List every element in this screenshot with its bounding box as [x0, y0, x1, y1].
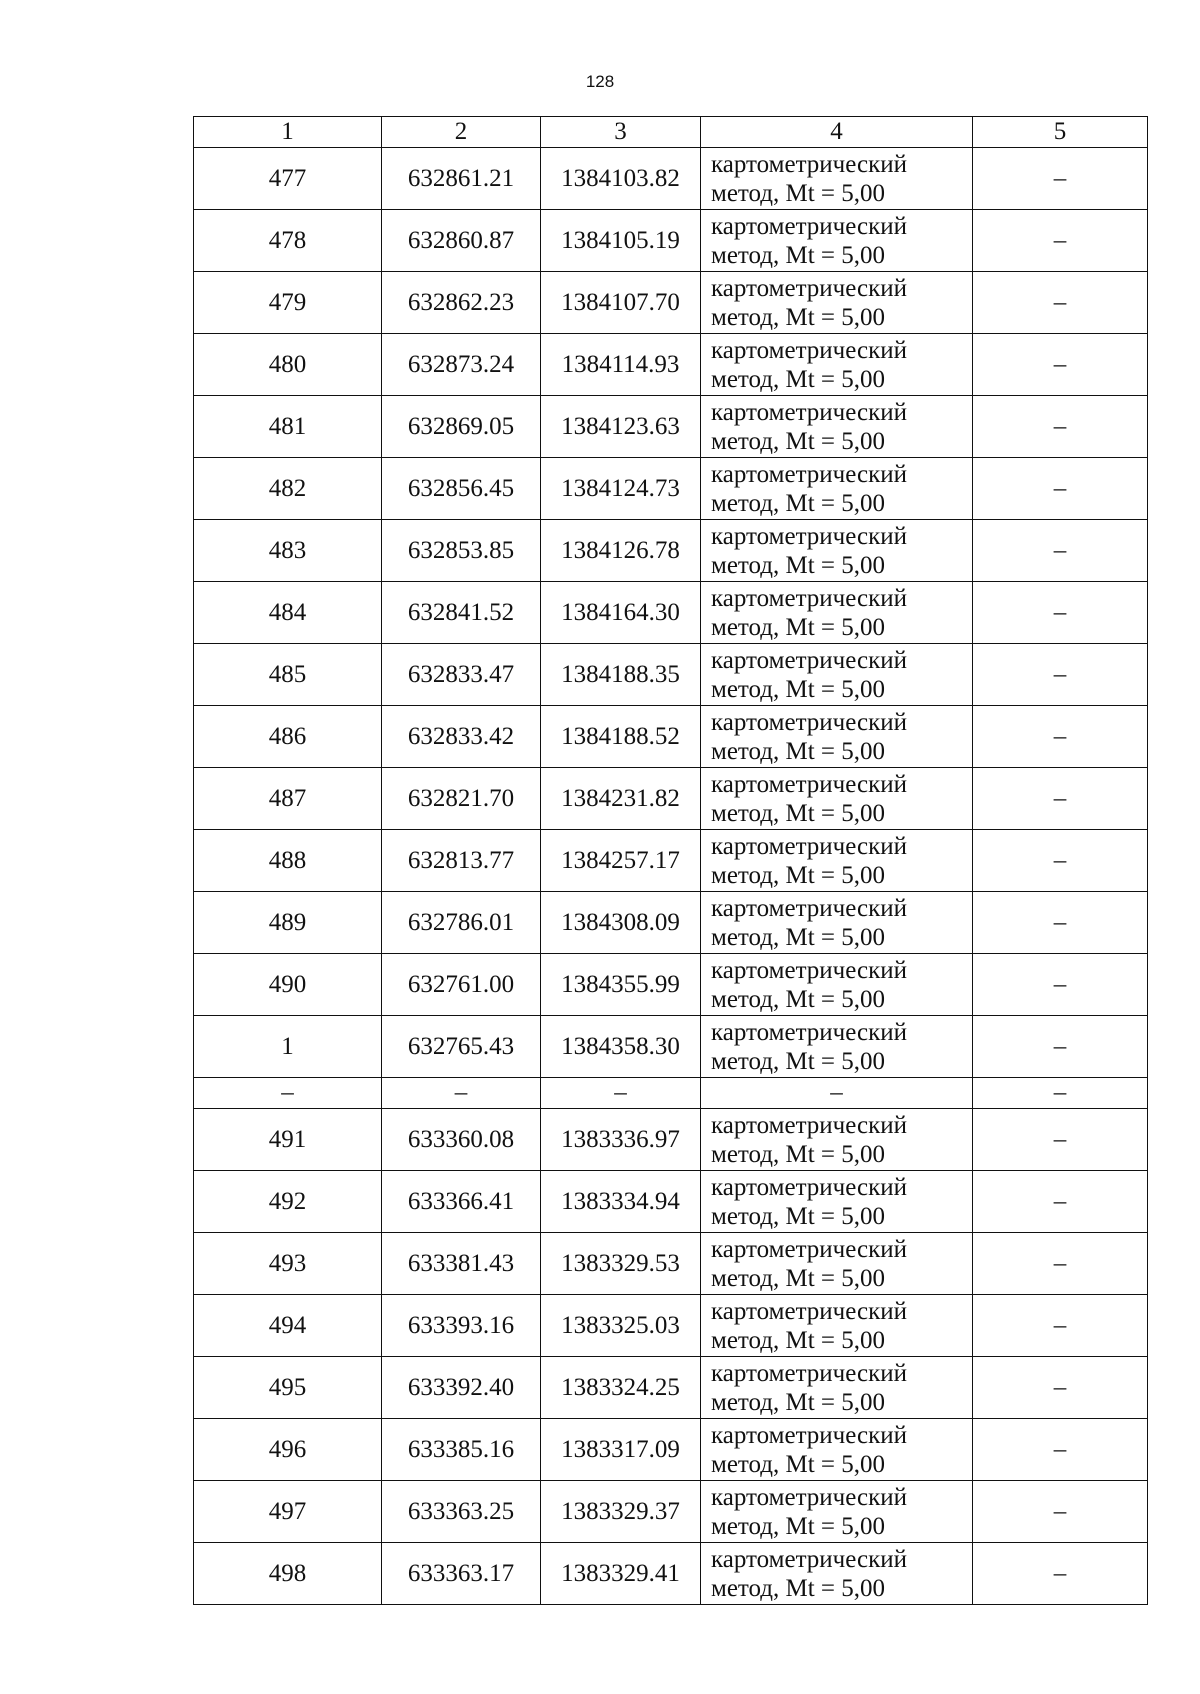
column-5-cell: –: [973, 272, 1148, 334]
y-coordinate-cell: 1384123.63: [541, 396, 701, 458]
point-number-cell: 477: [194, 148, 382, 210]
column-5-cell: –: [973, 396, 1148, 458]
method-cell: [701, 272, 973, 334]
method-cell: [701, 954, 973, 1016]
table-row: [194, 892, 1148, 954]
method-cell: [701, 768, 973, 830]
method-name: картометрический: [711, 336, 907, 364]
column-5-cell: –: [973, 1419, 1148, 1481]
method-accuracy: метод, Mt = 5,00: [711, 1202, 886, 1230]
column-5-cell: –: [973, 954, 1148, 1016]
method-cell: [701, 1109, 973, 1171]
method-name: картометрический: [711, 1421, 907, 1449]
column-5-cell: –: [973, 830, 1148, 892]
method-cell: [701, 1016, 973, 1078]
y-coordinate-cell: 1383334.94: [541, 1171, 701, 1233]
separator-cell: –: [194, 1078, 382, 1109]
table-row: [194, 1543, 1148, 1605]
y-coordinate-cell: 1383325.03: [541, 1295, 701, 1357]
method-accuracy: метод, Mt = 5,00: [711, 1450, 886, 1478]
x-coordinate-cell: 633393.16: [382, 1295, 541, 1357]
table-row: [194, 396, 1148, 458]
method-cell: [701, 892, 973, 954]
method-name: картометрический: [711, 708, 907, 736]
method-accuracy: метод, Mt = 5,00: [711, 489, 886, 517]
x-coordinate-cell: 632813.77: [382, 830, 541, 892]
method-accuracy: метод, Mt = 5,00: [711, 427, 886, 455]
point-number-cell: 482: [194, 458, 382, 520]
y-coordinate-cell: 1384105.19: [541, 210, 701, 272]
point-number-cell: 497: [194, 1481, 382, 1543]
separator-cell: –: [973, 1078, 1148, 1109]
y-coordinate-cell: 1383329.53: [541, 1233, 701, 1295]
method-name: картометрический: [711, 1018, 907, 1046]
point-number-cell: 494: [194, 1295, 382, 1357]
point-number-cell: 480: [194, 334, 382, 396]
point-number-cell: 487: [194, 768, 382, 830]
x-coordinate-cell: 632861.21: [382, 148, 541, 210]
header-col-1: 1: [194, 117, 382, 148]
method-cell: [701, 334, 973, 396]
method-cell: [701, 1481, 973, 1543]
method-accuracy: метод, Mt = 5,00: [711, 1047, 886, 1075]
coordinates-table: [193, 116, 1148, 1605]
y-coordinate-cell: 1384188.35: [541, 644, 701, 706]
method-name: картометрический: [711, 770, 907, 798]
column-5-cell: –: [973, 148, 1148, 210]
table-row: [194, 1109, 1148, 1171]
method-cell: [701, 706, 973, 768]
method-name: картометрический: [711, 460, 907, 488]
x-coordinate-cell: 633363.25: [382, 1481, 541, 1543]
column-5-cell: –: [973, 210, 1148, 272]
method-name: картометрический: [711, 1235, 907, 1263]
point-number-cell: 481: [194, 396, 382, 458]
method-accuracy: метод, Mt = 5,00: [711, 799, 886, 827]
y-coordinate-cell: 1384231.82: [541, 768, 701, 830]
method-accuracy: метод, Mt = 5,00: [711, 613, 886, 641]
separator-row: [194, 1078, 1148, 1109]
method-cell: [701, 210, 973, 272]
table-row: [194, 1481, 1148, 1543]
method-name: картометрический: [711, 274, 907, 302]
column-5-cell: –: [973, 706, 1148, 768]
method-accuracy: метод, Mt = 5,00: [711, 1388, 886, 1416]
y-coordinate-cell: 1384188.52: [541, 706, 701, 768]
y-coordinate-cell: 1383329.37: [541, 1481, 701, 1543]
method-accuracy: метод, Mt = 5,00: [711, 737, 886, 765]
method-name: картометрический: [711, 1483, 907, 1511]
point-number-cell: 1: [194, 1016, 382, 1078]
y-coordinate-cell: 1384103.82: [541, 148, 701, 210]
x-coordinate-cell: 632821.70: [382, 768, 541, 830]
method-cell: [701, 520, 973, 582]
y-coordinate-cell: 1383329.41: [541, 1543, 701, 1605]
page-number: 128: [585, 72, 615, 91]
point-number-cell: 483: [194, 520, 382, 582]
method-name: картометрический: [711, 150, 907, 178]
method-name: картометрический: [711, 398, 907, 426]
x-coordinate-cell: 632841.52: [382, 582, 541, 644]
method-cell: [701, 644, 973, 706]
x-coordinate-cell: 633381.43: [382, 1233, 541, 1295]
method-accuracy: метод, Mt = 5,00: [711, 1574, 886, 1602]
x-coordinate-cell: 632786.01: [382, 892, 541, 954]
column-5-cell: –: [973, 1481, 1148, 1543]
y-coordinate-cell: 1384107.70: [541, 272, 701, 334]
column-5-cell: –: [973, 1016, 1148, 1078]
method-cell: [701, 1543, 973, 1605]
table-row: [194, 1295, 1148, 1357]
method-name: картометрический: [711, 1111, 907, 1139]
table-row: [194, 1233, 1148, 1295]
method-name: картометрический: [711, 1545, 907, 1573]
method-name: картометрический: [711, 894, 907, 922]
method-accuracy: метод, Mt = 5,00: [711, 985, 886, 1013]
x-coordinate-cell: 633360.08: [382, 1109, 541, 1171]
point-number-cell: 486: [194, 706, 382, 768]
method-accuracy: метод, Mt = 5,00: [711, 1512, 886, 1540]
method-accuracy: метод, Mt = 5,00: [711, 675, 886, 703]
method-cell: [701, 1357, 973, 1419]
method-cell: [701, 582, 973, 644]
column-5-cell: –: [973, 1109, 1148, 1171]
table-row: [194, 1357, 1148, 1419]
method-name: картометрический: [711, 584, 907, 612]
point-number-cell: 493: [194, 1233, 382, 1295]
point-number-cell: 491: [194, 1109, 382, 1171]
y-coordinate-cell: 1384308.09: [541, 892, 701, 954]
point-number-cell: 488: [194, 830, 382, 892]
column-5-cell: –: [973, 1171, 1148, 1233]
y-coordinate-cell: 1384114.93: [541, 334, 701, 396]
table-row: [194, 830, 1148, 892]
table-row: [194, 458, 1148, 520]
header-row: [194, 117, 1148, 148]
x-coordinate-cell: 633385.16: [382, 1419, 541, 1481]
method-name: картометрический: [711, 832, 907, 860]
method-accuracy: метод, Mt = 5,00: [711, 1264, 886, 1292]
column-5-cell: –: [973, 520, 1148, 582]
x-coordinate-cell: 632873.24: [382, 334, 541, 396]
column-5-cell: –: [973, 1295, 1148, 1357]
method-accuracy: метод, Mt = 5,00: [711, 1140, 886, 1168]
method-accuracy: метод, Mt = 5,00: [711, 179, 886, 207]
y-coordinate-cell: 1383317.09: [541, 1419, 701, 1481]
method-name: картометрический: [711, 522, 907, 550]
method-cell: [701, 830, 973, 892]
x-coordinate-cell: 632765.43: [382, 1016, 541, 1078]
x-coordinate-cell: 633363.17: [382, 1543, 541, 1605]
x-coordinate-cell: 633366.41: [382, 1171, 541, 1233]
y-coordinate-cell: 1383336.97: [541, 1109, 701, 1171]
x-coordinate-cell: 632862.23: [382, 272, 541, 334]
column-5-cell: –: [973, 644, 1148, 706]
column-5-cell: –: [973, 1357, 1148, 1419]
point-number-cell: 490: [194, 954, 382, 1016]
table-row: [194, 954, 1148, 1016]
point-number-cell: 496: [194, 1419, 382, 1481]
method-cell: [701, 458, 973, 520]
point-number-cell: 485: [194, 644, 382, 706]
header-col-5: 5: [973, 117, 1148, 148]
y-coordinate-cell: 1384358.30: [541, 1016, 701, 1078]
header-col-2: 2: [382, 117, 541, 148]
x-coordinate-cell: 632860.87: [382, 210, 541, 272]
y-coordinate-cell: 1384124.73: [541, 458, 701, 520]
column-5-cell: –: [973, 458, 1148, 520]
table-row: [194, 1171, 1148, 1233]
point-number-cell: 498: [194, 1543, 382, 1605]
method-accuracy: метод, Mt = 5,00: [711, 303, 886, 331]
x-coordinate-cell: 632761.00: [382, 954, 541, 1016]
point-number-cell: 492: [194, 1171, 382, 1233]
column-5-cell: –: [973, 582, 1148, 644]
method-accuracy: метод, Mt = 5,00: [711, 861, 886, 889]
method-cell: [701, 396, 973, 458]
table-body: [194, 148, 1148, 1605]
table-header: [194, 117, 1148, 148]
table-row: [194, 644, 1148, 706]
table-row: [194, 706, 1148, 768]
method-accuracy: метод, Mt = 5,00: [711, 1326, 886, 1354]
method-accuracy: метод, Mt = 5,00: [711, 241, 886, 269]
table-row: [194, 768, 1148, 830]
header-col-3: 3: [541, 117, 701, 148]
method-name: картометрический: [711, 1173, 907, 1201]
x-coordinate-cell: 632833.47: [382, 644, 541, 706]
table-row: [194, 272, 1148, 334]
x-coordinate-cell: 632833.42: [382, 706, 541, 768]
x-coordinate-cell: 632856.45: [382, 458, 541, 520]
table-row: [194, 1419, 1148, 1481]
table-row: [194, 1016, 1148, 1078]
table-row: [194, 334, 1148, 396]
point-number-cell: 489: [194, 892, 382, 954]
method-accuracy: метод, Mt = 5,00: [711, 923, 886, 951]
x-coordinate-cell: 632853.85: [382, 520, 541, 582]
method-accuracy: метод, Mt = 5,00: [711, 551, 886, 579]
separator-cell: –: [382, 1078, 541, 1109]
method-name: картометрический: [711, 646, 907, 674]
method-name: картометрический: [711, 956, 907, 984]
y-coordinate-cell: 1383324.25: [541, 1357, 701, 1419]
separator-cell: –: [701, 1078, 973, 1109]
separator-cell: –: [541, 1078, 701, 1109]
method-accuracy: метод, Mt = 5,00: [711, 365, 886, 393]
column-5-cell: –: [973, 768, 1148, 830]
column-5-cell: –: [973, 1543, 1148, 1605]
x-coordinate-cell: 633392.40: [382, 1357, 541, 1419]
method-cell: [701, 148, 973, 210]
table-row: [194, 582, 1148, 644]
method-cell: [701, 1171, 973, 1233]
point-number-cell: 478: [194, 210, 382, 272]
point-number-cell: 484: [194, 582, 382, 644]
y-coordinate-cell: 1384355.99: [541, 954, 701, 1016]
y-coordinate-cell: 1384257.17: [541, 830, 701, 892]
table-row: [194, 148, 1148, 210]
y-coordinate-cell: 1384126.78: [541, 520, 701, 582]
method-name: картометрический: [711, 1297, 907, 1325]
method-cell: [701, 1295, 973, 1357]
column-5-cell: –: [973, 334, 1148, 396]
method-cell: [701, 1419, 973, 1481]
method-cell: [701, 1233, 973, 1295]
table-row: [194, 520, 1148, 582]
column-5-cell: –: [973, 892, 1148, 954]
table-row: [194, 210, 1148, 272]
y-coordinate-cell: 1384164.30: [541, 582, 701, 644]
point-number-cell: 479: [194, 272, 382, 334]
x-coordinate-cell: 632869.05: [382, 396, 541, 458]
header-col-4: 4: [701, 117, 973, 148]
method-name: картометрический: [711, 1359, 907, 1387]
point-number-cell: 495: [194, 1357, 382, 1419]
column-5-cell: –: [973, 1233, 1148, 1295]
method-name: картометрический: [711, 212, 907, 240]
